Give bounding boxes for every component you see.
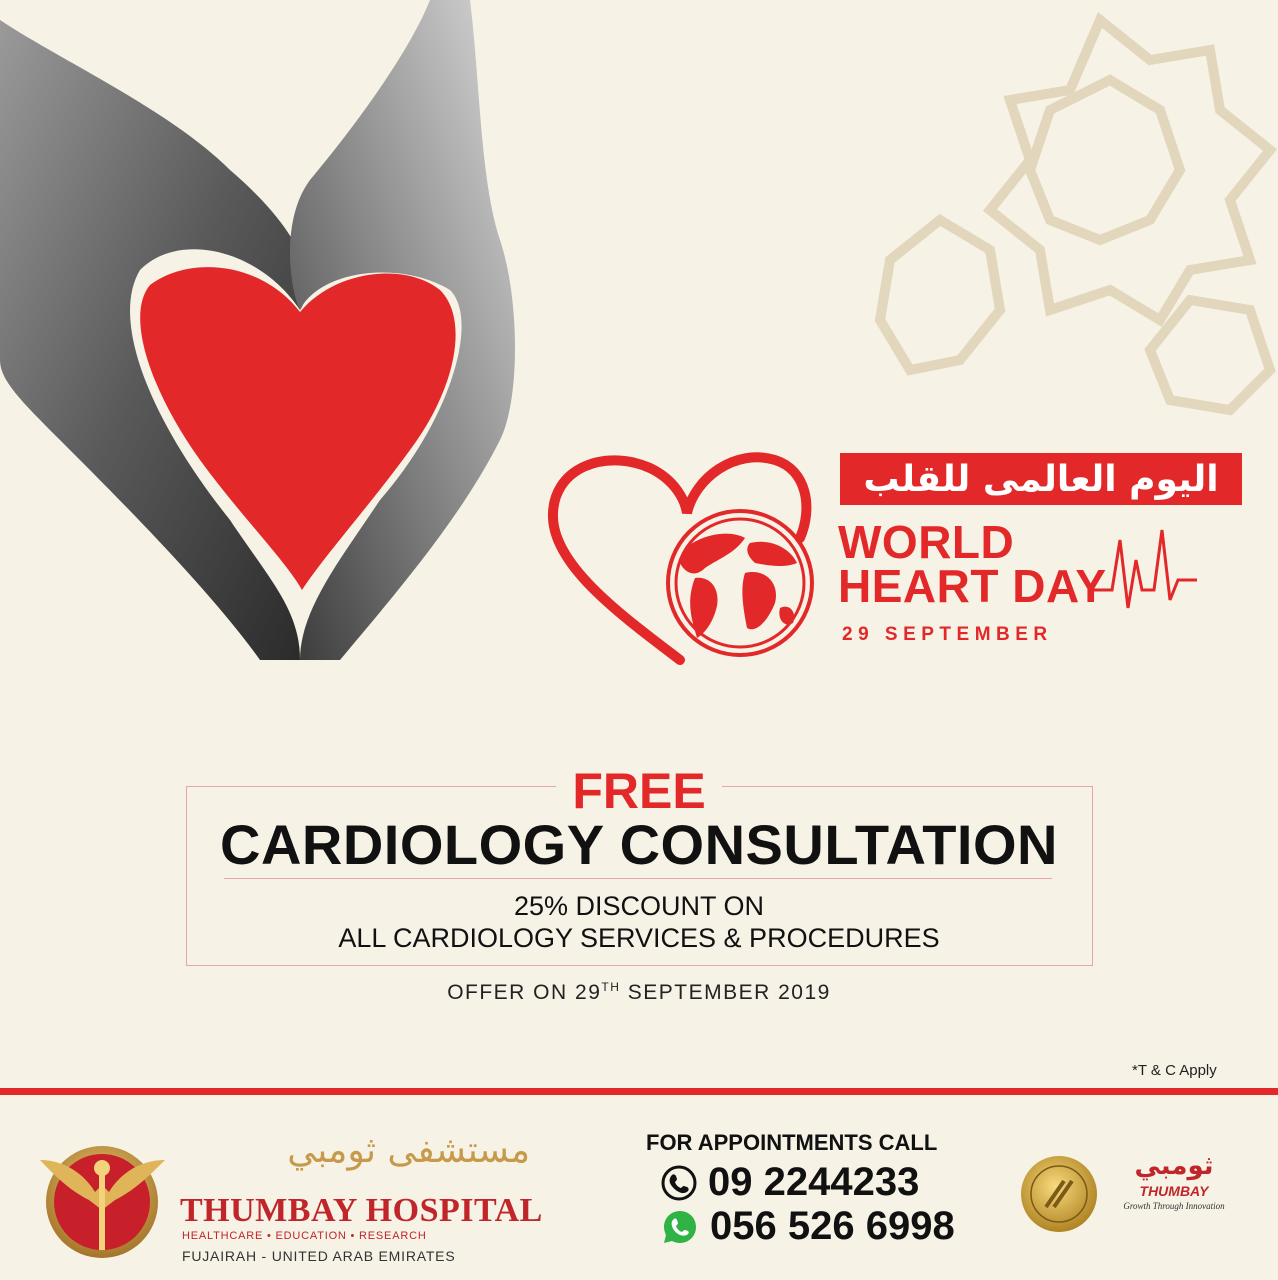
title-line-world: WORLD (838, 516, 1015, 568)
hospital-name: THUMBAY HOSPITAL (180, 1192, 543, 1229)
discount-line-1: 25% DISCOUNT ON (513, 891, 765, 921)
hospital-name-arabic: مستشفى ثومبي (287, 1130, 530, 1171)
footer-divider (0, 1088, 1278, 1095)
whatsapp-number[interactable]: 056 526 6998 (710, 1204, 955, 1248)
geometric-pattern (860, 0, 1278, 420)
phone-row[interactable] (660, 1160, 919, 1205)
terms-note: *T & C Apply (1132, 1062, 1217, 1079)
discount-line-2: ALL CARDIOLOGY SERVICES & PROCEDURES (338, 923, 940, 953)
whatsapp-row[interactable] (660, 1204, 955, 1249)
offer-divider (224, 878, 1052, 879)
free-text: FREE (556, 763, 721, 819)
thumbay-group-logo (1112, 1148, 1236, 1230)
thumbay-group-tagline: Growth Through Innovation (1123, 1201, 1225, 1211)
phone-number[interactable]: 09 2244233 (708, 1160, 920, 1204)
thumbay-group-name: THUMBAY (1139, 1183, 1209, 1199)
offer-date (0, 980, 1278, 1005)
discount-text (0, 890, 1278, 954)
offer-date-sup: TH (601, 980, 621, 994)
arabic-title-banner: اليوم العالمى للقلب (840, 453, 1242, 505)
phone-icon (660, 1164, 698, 1202)
ecg-line-icon (1092, 520, 1197, 615)
world-heart-logo (545, 438, 845, 668)
jci-seal-icon (1020, 1155, 1098, 1233)
consultation-headline: CARDIOLOGY CONSULTATION (220, 813, 1058, 876)
hospital-tagline: HEALTHCARE • EDUCATION • RESEARCH (182, 1230, 427, 1242)
offer-date-suffix: SEPTEMBER 2019 (620, 981, 831, 1004)
whatsapp-icon (660, 1207, 700, 1247)
event-date: 29 SEPTEMBER (842, 624, 1053, 645)
hands-heart-image (0, 0, 520, 680)
thumbay-group-arabic: ثومبي (1134, 1151, 1214, 1181)
hospital-location: FUJAIRAH - UNITED ARAB EMIRATES (182, 1248, 456, 1264)
world-heart-day-title (838, 516, 1107, 612)
thumbay-emblem-icon (40, 1130, 165, 1265)
appointments-label: FOR APPOINTMENTS CALL (646, 1130, 938, 1155)
offer-date-prefix: OFFER ON 29 (447, 981, 602, 1004)
title-line-heart-day: HEART DAY (838, 560, 1107, 612)
